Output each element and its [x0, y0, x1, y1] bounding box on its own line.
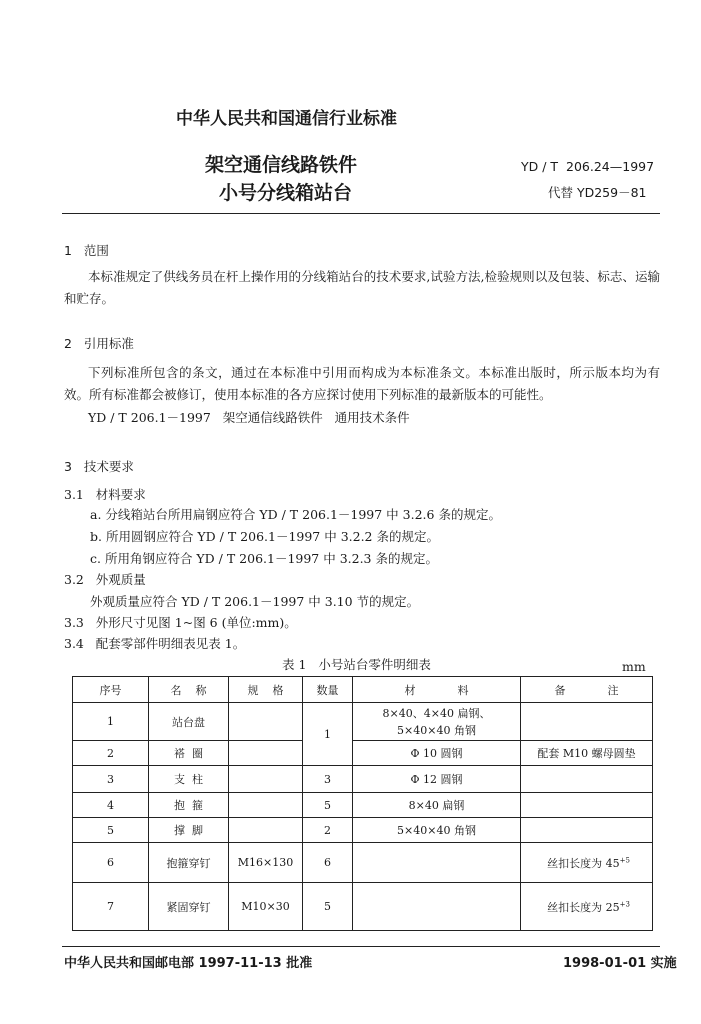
cell-no: 1: [73, 703, 149, 741]
header-spec: 规 格: [229, 677, 303, 703]
cell-material: Φ 10 圆钢: [353, 741, 521, 766]
table-row: [73, 843, 653, 883]
cell-material: [353, 843, 521, 883]
cell-name: 撑 脚: [149, 818, 229, 843]
doc-title-line1: 架空通信线路铁件: [205, 154, 358, 176]
table-row: [73, 766, 653, 793]
cell-remark: [521, 883, 653, 931]
cell-no: 7: [73, 883, 149, 931]
cell-remark: [521, 703, 653, 741]
cell-material: 8×40 扁钢: [353, 793, 521, 818]
effective-date: 1998-01-01 实施: [563, 956, 677, 971]
doc-title-line2: 小号分线箱站台: [219, 182, 353, 204]
cell-no: 3: [73, 766, 149, 793]
org-title: 中华人民共和国通信行业标准: [176, 109, 397, 129]
table-row: [73, 818, 653, 843]
tolerance-superscript: +5: [619, 855, 630, 864]
standard-number: YD / T 206.24—1997: [521, 159, 655, 174]
table-row: [73, 741, 653, 766]
subsection-3-1: 3.1 材料要求: [64, 487, 146, 502]
cell-qty: 3: [303, 766, 353, 793]
cell-no: 6: [73, 843, 149, 883]
cell-material: 5×40×40 角钢: [353, 818, 521, 843]
cell-material: [353, 883, 521, 931]
cell-qty: 1: [303, 703, 353, 766]
table-row: [73, 793, 653, 818]
cell-qty: 6: [303, 843, 353, 883]
cell-name: 抱 箍: [149, 793, 229, 818]
header-material: 材 料: [353, 677, 521, 703]
item-3-1-a: a. 分线箱站台所用扁钢应符合 YD / T 206.1－1997 中 3.2.6 条的规定。: [90, 507, 501, 522]
cell-no: 5: [73, 818, 149, 843]
header-rule: [62, 213, 660, 214]
section-1-paragraph: 本标准规定了供线务员在杆上操作用的分线箱站台的技术要求,试验方法,检验规则以及包装、标志、运输和贮存。: [64, 269, 660, 306]
approval-line: 中华人民共和国邮电部 1997-11-13 批准: [64, 956, 313, 971]
cell-name: 紧固穿钉: [149, 883, 229, 931]
header-name: 名 称: [149, 677, 229, 703]
cell-spec: [229, 793, 303, 818]
cell-spec: [229, 741, 303, 766]
section-2-heading: 2 引用标准: [64, 336, 134, 351]
table-row: [73, 883, 653, 931]
cell-qty: 5: [303, 883, 353, 931]
cell-spec: [229, 703, 303, 741]
section-1-heading: 1 范围: [64, 243, 109, 258]
section-3-heading: 3 技术要求: [64, 459, 134, 474]
subsection-3-2-text: 外观质量应符合 YD / T 206.1－1997 中 3.10 节的规定。: [90, 594, 420, 609]
cell-name: 支 柱: [149, 766, 229, 793]
referenced-standard: YD / T 206.1－1997 架空通信线路铁件 通用技术条件: [88, 410, 410, 425]
remark-text: 丝扣长度为 45: [547, 856, 620, 870]
section-2-paragraph: 下列标准所包含的条文，通过在本标准中引用而构成为本标准条文。本标准出版时，所示版本均为有效。所有标准都会被修订，使用本标准的各方应探讨使用下列标准的最新版本的可能性。: [64, 365, 660, 402]
cell-material: [353, 703, 521, 741]
cell-spec: M10×30: [229, 883, 303, 931]
table-caption: 表 1 小号站台零件明细表: [282, 657, 431, 672]
header-no: 序号: [73, 677, 149, 703]
cell-remark: 配套 M10 螺母圆垫: [521, 741, 653, 766]
cell-remark: [521, 843, 653, 883]
cell-name: 褡 圈: [149, 741, 229, 766]
header-qty: 数量: [303, 677, 353, 703]
item-3-1-c: c. 所用角钢应符合 YD / T 206.1－1997 中 3.2.3 条的规定。: [90, 551, 438, 566]
subsection-3-2: 3.2 外观质量: [64, 572, 146, 587]
cell-remark: [521, 818, 653, 843]
tolerance-superscript: +3: [619, 899, 630, 908]
material-line-2: 5×40×40 角钢: [397, 723, 476, 737]
cell-spec: M16×130: [229, 843, 303, 883]
cell-name: 站台盘: [149, 703, 229, 741]
parts-table: [72, 676, 653, 931]
subsection-3-3: 3.3 外形尺寸见图 1~图 6 (单位:mm)。: [64, 615, 297, 630]
material-line-1: 8×40、4×40 扁钢、: [382, 706, 491, 720]
cell-qty: 2: [303, 818, 353, 843]
table-row: [73, 703, 653, 741]
replaces-standard: 代替 YD259－81: [548, 185, 647, 200]
cell-remark: [521, 793, 653, 818]
cell-no: 4: [73, 793, 149, 818]
subsection-3-4: 3.4 配套零部件明细表见表 1。: [64, 636, 246, 651]
item-3-1-b: b. 所用圆钢应符合 YD / T 206.1－1997 中 3.2.2 条的规定。: [90, 529, 439, 544]
cell-material: Φ 12 圆钢: [353, 766, 521, 793]
cell-no: 2: [73, 741, 149, 766]
footer-rule: [62, 946, 660, 947]
cell-spec: [229, 818, 303, 843]
table-header-row: [73, 677, 653, 703]
cell-remark: [521, 766, 653, 793]
cell-spec: [229, 766, 303, 793]
header-remark: 备 注: [521, 677, 653, 703]
cell-name: 抱箍穿钉: [149, 843, 229, 883]
cell-qty: 5: [303, 793, 353, 818]
remark-text: 丝扣长度为 25: [547, 900, 620, 914]
table-unit: mm: [622, 659, 646, 674]
